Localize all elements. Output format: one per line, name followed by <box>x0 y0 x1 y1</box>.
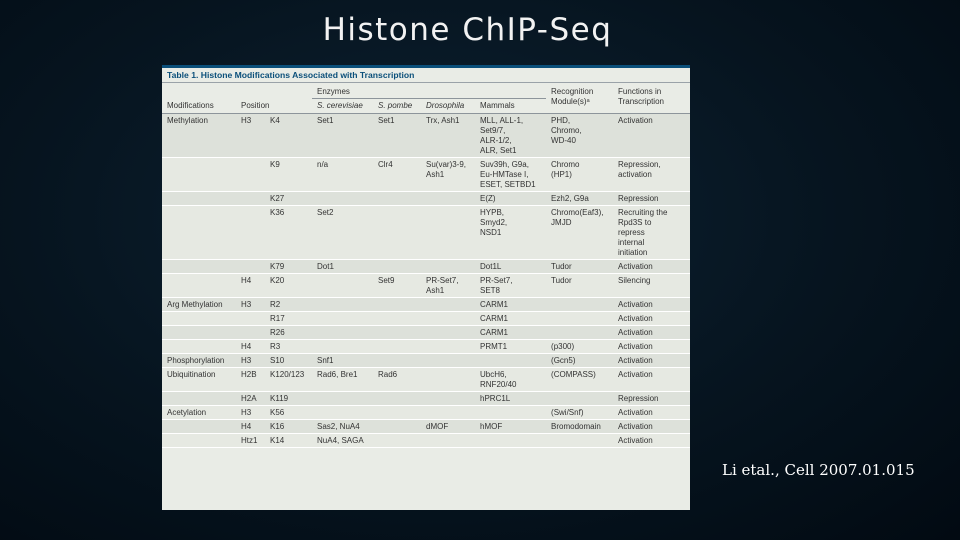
cell-position: H4 <box>241 422 252 431</box>
cell-position <box>236 326 265 340</box>
table-row <box>162 312 690 326</box>
cell-function: Recruiting the Rpd3S to repress internal initiation <box>618 208 668 257</box>
cell-s-cerevisiae <box>312 326 373 340</box>
slide-title: Histone ChIP-Seq <box>322 12 613 48</box>
table-caption: Table 1. Histone Modifications Associated with Transcription <box>162 65 690 83</box>
table-row <box>162 420 690 434</box>
cell-s-cerevisiae <box>312 392 373 406</box>
cell-mammals <box>475 406 546 420</box>
header-functions: Functions in Transcription <box>613 83 690 114</box>
cell-s-cerevisiae <box>312 406 373 420</box>
table-row <box>162 206 690 260</box>
cell-s-pombe <box>373 354 421 368</box>
cell-position: H3 <box>241 356 252 365</box>
cell-s-pombe <box>373 392 421 406</box>
cell-position <box>236 192 265 206</box>
cell-mammals: E(Z) <box>480 194 496 203</box>
cell-s-cerevisiae: Snf1 <box>317 356 334 365</box>
cell-mammals: MLL, ALL-1, Set9/7, ALR-1/2, ALR, Set1 <box>480 116 524 155</box>
cell-residue: R2 <box>270 300 281 309</box>
cell-function: Activation <box>618 356 653 365</box>
cell-s-pombe <box>373 406 421 420</box>
cell-mammals: Dot1L <box>480 262 502 271</box>
cell-function: Activation <box>618 300 653 309</box>
table-row <box>162 392 690 406</box>
cell-drosophila <box>421 312 475 326</box>
cell-residue: K14 <box>270 436 285 445</box>
cell-modification <box>162 312 236 326</box>
cell-drosophila <box>421 354 475 368</box>
cell-s-pombe <box>373 434 421 448</box>
cell-function: Activation <box>618 328 653 337</box>
cell-residue: K4 <box>270 116 280 125</box>
cell-s-cerevisiae <box>312 274 373 298</box>
cell-mammals: PRMT1 <box>480 342 508 351</box>
cell-position: H3 <box>241 116 252 125</box>
cell-function: Activation <box>618 262 653 271</box>
cell-recognition: Tudor <box>551 276 572 285</box>
cell-drosophila: Su(var)3-9, Ash1 <box>426 160 467 179</box>
cell-drosophila <box>421 326 475 340</box>
cell-recognition <box>546 434 613 448</box>
cell-modification <box>162 158 236 192</box>
data-table <box>162 83 690 448</box>
cell-modification <box>162 206 236 260</box>
cell-s-cerevisiae: Set1 <box>317 116 334 125</box>
cell-function: Activation <box>618 342 653 351</box>
cell-recognition <box>546 312 613 326</box>
cell-function: Activation <box>618 436 653 445</box>
cell-residue: K9 <box>270 160 280 169</box>
table-row <box>162 434 690 448</box>
table-row <box>162 354 690 368</box>
cell-modification: Arg Methylation <box>167 300 223 309</box>
cell-s-cerevisiae: NuA4, SAGA <box>317 436 364 445</box>
cell-position <box>236 206 265 260</box>
cell-position: H3 <box>241 408 252 417</box>
cell-function: Repression <box>618 394 659 403</box>
cell-modification <box>162 340 236 354</box>
cell-s-pombe: Rad6 <box>378 370 398 379</box>
cell-recognition: Chromo (HP1) <box>551 160 580 179</box>
cell-modification <box>162 392 236 406</box>
table-row <box>162 274 690 298</box>
cell-recognition: Ezh2, G9a <box>551 194 589 203</box>
cell-position: H3 <box>241 300 252 309</box>
cell-residue: K56 <box>270 408 285 417</box>
cell-s-pombe <box>373 312 421 326</box>
cell-modification <box>162 192 236 206</box>
table-row <box>162 340 690 354</box>
cell-function: Repression <box>618 194 659 203</box>
table-row <box>162 192 690 206</box>
cell-recognition: (COMPASS) <box>551 370 596 379</box>
cell-mammals: CARM1 <box>480 300 509 309</box>
enzymes-group-header: Enzymes <box>312 83 546 99</box>
cell-s-cerevisiae: Set2 <box>317 208 334 217</box>
cell-s-cerevisiae <box>312 192 373 206</box>
cell-modification <box>162 420 236 434</box>
table-row <box>162 406 690 420</box>
cell-s-cerevisiae: Sas2, NuA4 <box>317 422 360 431</box>
cell-s-pombe: Set1 <box>378 116 395 125</box>
cell-function: Repression, activation <box>618 160 661 179</box>
cell-s-cerevisiae: Dot1 <box>317 262 334 271</box>
cell-position: H2B <box>241 370 257 379</box>
cell-position <box>236 158 265 192</box>
cell-function: Activation <box>618 314 653 323</box>
cell-mammals: UbcH6, RNF20/40 <box>480 370 517 389</box>
cell-recognition: (Gcn5) <box>551 356 576 365</box>
cell-drosophila <box>421 368 475 392</box>
header-position: Position <box>236 99 265 114</box>
cell-s-pombe <box>373 340 421 354</box>
cell-s-pombe <box>373 260 421 274</box>
cell-residue: R26 <box>270 328 285 337</box>
cell-s-cerevisiae <box>312 312 373 326</box>
cell-s-pombe <box>373 326 421 340</box>
cell-drosophila <box>421 434 475 448</box>
cell-mammals <box>475 434 546 448</box>
cell-residue: K79 <box>270 262 285 271</box>
cell-s-pombe: Clr4 <box>378 160 393 169</box>
cell-drosophila <box>421 392 475 406</box>
cell-s-pombe <box>373 420 421 434</box>
cell-function: Silencing <box>618 276 651 285</box>
cell-residue: K20 <box>270 276 285 285</box>
cell-s-cerevisiae: n/a <box>317 160 329 169</box>
table-row <box>162 260 690 274</box>
cell-recognition: PHD, Chromo, WD-40 <box>551 116 582 145</box>
cell-residue: K120/123 <box>270 370 305 379</box>
cell-mammals: PR-Set7, SET8 <box>480 276 513 295</box>
cell-modification: Phosphorylation <box>167 356 225 365</box>
cell-function: Activation <box>618 116 653 125</box>
cell-recognition: (p300) <box>551 342 575 351</box>
cell-mammals: hPRC1L <box>480 394 511 403</box>
cell-modification: Acetylation <box>167 408 207 417</box>
cell-position: Htz1 <box>241 436 258 445</box>
cell-s-cerevisiae <box>312 298 373 312</box>
cell-s-pombe <box>373 206 421 260</box>
cell-drosophila <box>421 298 475 312</box>
cell-s-pombe <box>373 298 421 312</box>
cell-mammals: Suv39h, G9a, Eu-HMTase I, ESET, SETBD1 <box>480 160 536 189</box>
cell-recognition: Tudor <box>551 262 572 271</box>
table-row <box>162 368 690 392</box>
header-s-cerevisiae: S. cerevisiae <box>312 99 373 114</box>
cell-modification <box>162 274 236 298</box>
cell-position: H4 <box>241 276 252 285</box>
cell-recognition: (Swi/Snf) <box>551 408 584 417</box>
table-row <box>162 114 690 158</box>
cell-s-pombe: Set9 <box>378 276 395 285</box>
cell-drosophila <box>421 406 475 420</box>
table-row <box>162 326 690 340</box>
table-row <box>162 158 690 192</box>
cell-modification: Methylation <box>167 116 208 125</box>
cell-modification <box>162 326 236 340</box>
header-modifications: Modifications <box>162 99 236 114</box>
cell-residue: K16 <box>270 422 285 431</box>
cell-modification <box>162 434 236 448</box>
header-drosophila: Drosophila <box>421 99 475 114</box>
cell-drosophila: PR-Set7, Ash1 <box>426 276 459 295</box>
cell-position <box>236 312 265 326</box>
cell-recognition: Chromo(Eaf3), JMJD <box>551 208 604 227</box>
cell-residue: R17 <box>270 314 285 323</box>
cell-s-cerevisiae: Rad6, Bre1 <box>317 370 358 379</box>
cell-mammals: CARM1 <box>480 328 509 337</box>
cell-drosophila <box>421 340 475 354</box>
cell-recognition <box>546 326 613 340</box>
histone-modifications-table <box>162 65 690 510</box>
cell-function: Activation <box>618 408 653 417</box>
cell-function: Activation <box>618 422 653 431</box>
cell-residue: K119 <box>270 394 289 403</box>
cell-residue: K36 <box>270 208 285 217</box>
cell-position <box>236 260 265 274</box>
cell-modification: Ubiquitination <box>167 370 216 379</box>
cell-mammals: HYPB, Smyd2, NSD1 <box>480 208 508 237</box>
header-s-pombe: S. pombe <box>373 99 421 114</box>
cell-drosophila: Trx, Ash1 <box>426 116 460 125</box>
table-row <box>162 298 690 312</box>
cell-mammals: CARM1 <box>480 314 509 323</box>
citation: Li etal., Cell 2007.01.015 <box>722 461 915 479</box>
cell-recognition <box>546 392 613 406</box>
cell-recognition: Bromodomain <box>551 422 601 431</box>
cell-mammals: hMOF <box>480 422 503 431</box>
cell-function: Activation <box>618 370 653 379</box>
cell-drosophila <box>421 206 475 260</box>
cell-position: H2A <box>241 394 257 403</box>
cell-drosophila <box>421 192 475 206</box>
cell-residue: S10 <box>270 356 285 365</box>
cell-position: H4 <box>241 342 252 351</box>
cell-residue: K27 <box>270 194 285 203</box>
cell-drosophila <box>421 260 475 274</box>
cell-recognition <box>546 298 613 312</box>
cell-drosophila: dMOF <box>426 422 449 431</box>
table-body <box>162 114 690 448</box>
cell-s-pombe <box>373 192 421 206</box>
cell-mammals <box>475 354 546 368</box>
cell-modification <box>162 260 236 274</box>
header-recognition: Recognition Module(s)ᵃ <box>546 83 613 114</box>
cell-residue: R3 <box>270 342 281 351</box>
cell-s-cerevisiae <box>312 340 373 354</box>
header-mammals: Mammals <box>475 99 546 114</box>
